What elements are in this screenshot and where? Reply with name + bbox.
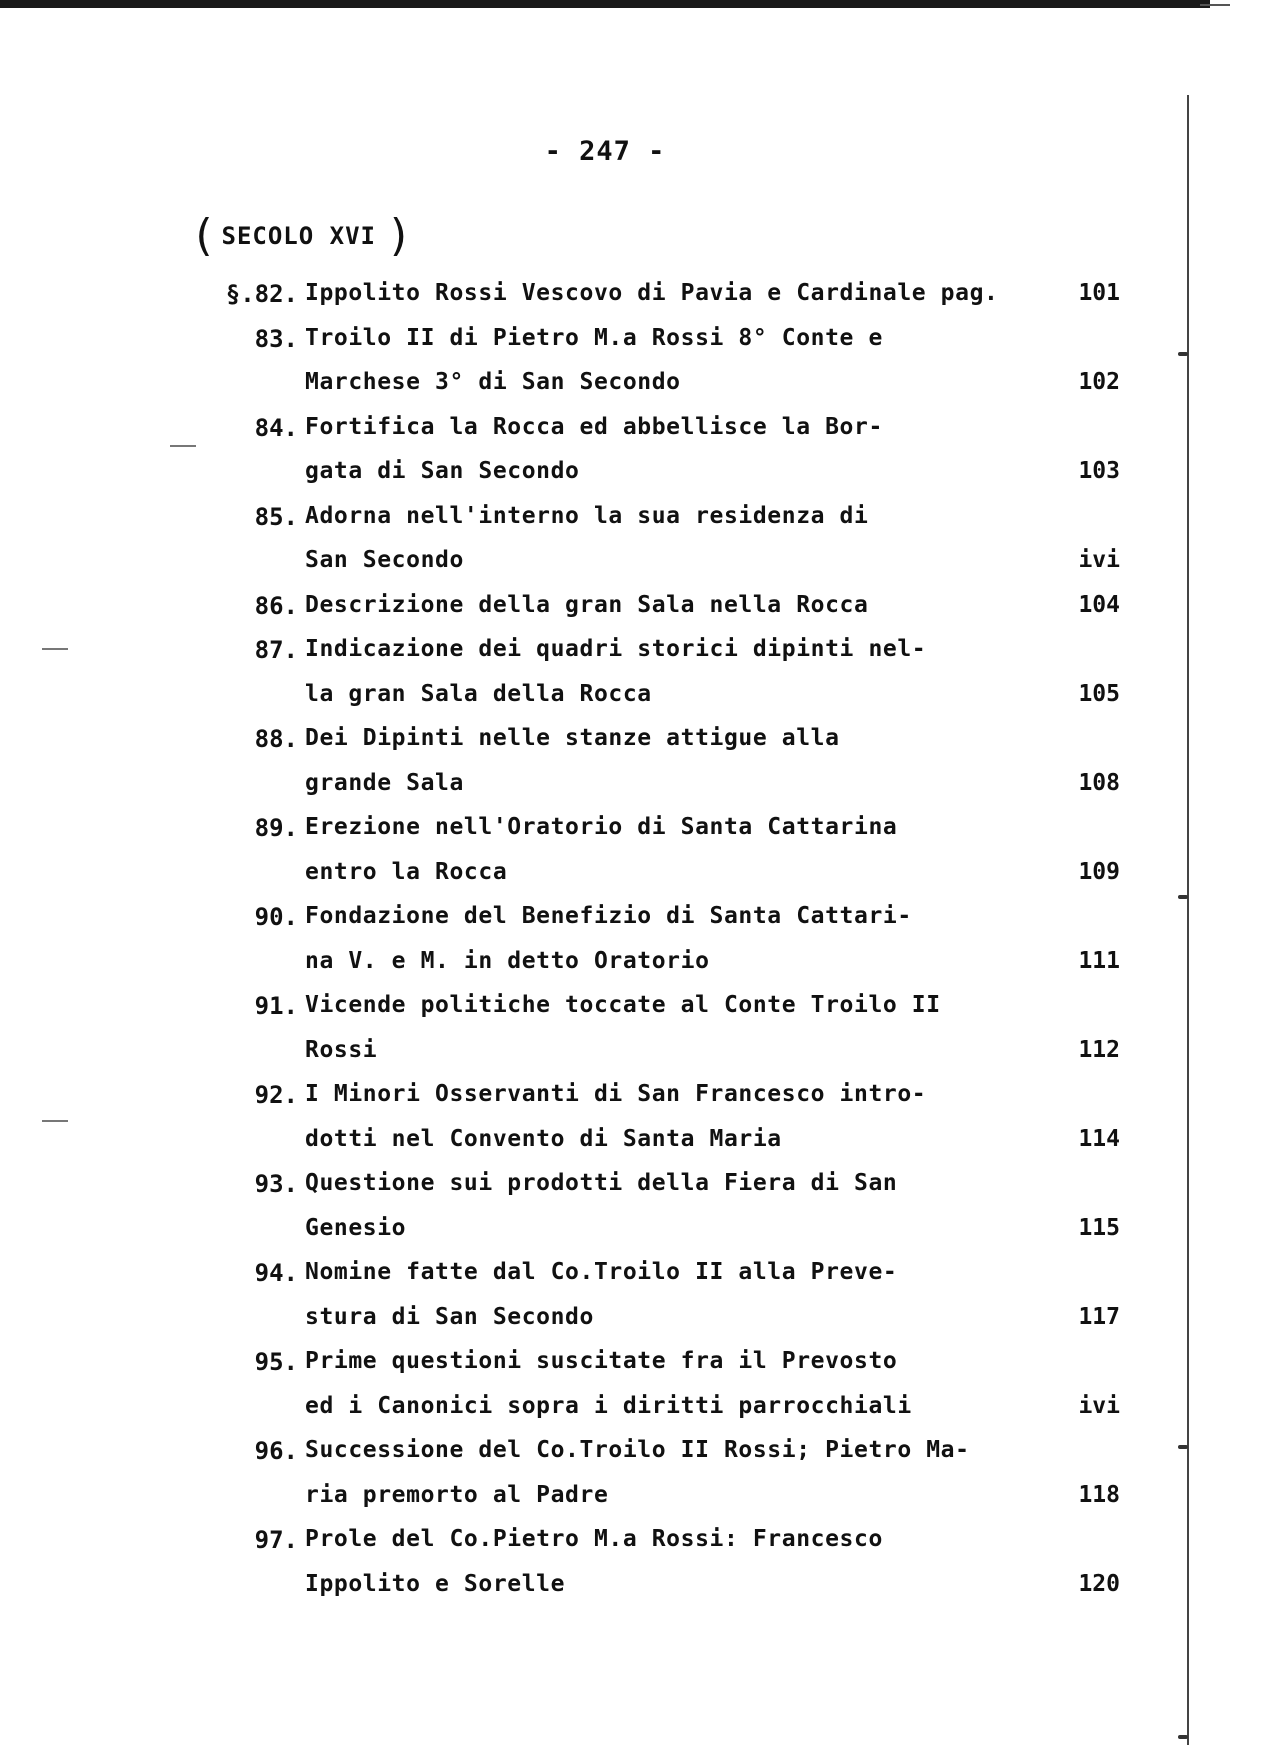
entry-number: 90. (254, 903, 298, 931)
toc-line (0, 1304, 1210, 1349)
top-border-rule (0, 0, 1210, 8)
toc-entries (0, 280, 1210, 1615)
entry-title: Fondazione del Benefizio di Santa Cattari- (305, 903, 912, 929)
entry-title: ria premorto al Padre (305, 1481, 609, 1508)
entry-title: Rossi (305, 1036, 378, 1063)
toc-line (0, 1170, 1210, 1215)
entry-title: Questione sui prodotti della Fiera di San (305, 1170, 898, 1196)
toc-line (0, 1081, 1210, 1126)
entry-title: Ippolito e Sorelle (305, 1570, 566, 1597)
toc-line (0, 992, 1210, 1037)
toc-line (0, 1437, 1210, 1482)
entry-number: 86. (254, 591, 298, 620)
entry-number: 95. (254, 1348, 298, 1376)
toc-line (0, 770, 1210, 815)
section-heading (190, 210, 414, 261)
section-close-paren: ) (386, 210, 414, 261)
entry-title: I Minori Osservanti di San Francesco intro- (305, 1081, 927, 1107)
entry-page: 120 (1078, 1570, 1120, 1597)
entry-title: Indicazione dei quadri storici dipinti nel- (305, 636, 927, 662)
toc-line (0, 725, 1210, 770)
entry-page: ivi (1078, 547, 1120, 573)
entry-number: §.82. (225, 280, 298, 308)
toc-line (0, 325, 1210, 370)
entry-title: Descrizione della gran Sala nella Rocca (305, 591, 869, 618)
entry-title: Fortifica la Rocca ed abbellisce la Bor- (305, 413, 883, 440)
entry-title: Adorna nell'interno la sua residenza di (305, 502, 869, 529)
entry-page: 108 (1078, 769, 1120, 796)
entry-title: entro la Rocca (305, 858, 508, 885)
entry-title: Dei Dipinti nelle stanze attigue alla (305, 725, 840, 751)
toc-line (0, 547, 1210, 592)
toc-line (0, 503, 1210, 548)
entry-title: Genesio (305, 1214, 407, 1241)
entry-page: 111 (1078, 947, 1120, 974)
toc-line (0, 1259, 1210, 1304)
entry-number: 94. (254, 1259, 298, 1287)
entry-title: ed i Canonici sopra i diritti parrocchiali (305, 1392, 912, 1419)
toc-line (0, 814, 1210, 859)
entry-title: Erezione nell'Oratorio di Santa Cattarina (305, 814, 898, 840)
entry-title: dotti nel Convento di Santa Maria (305, 1125, 782, 1152)
entry-page: 112 (1078, 1036, 1120, 1063)
toc-line (0, 1126, 1210, 1171)
entry-page: 104 (1078, 591, 1120, 618)
toc-line (0, 903, 1210, 948)
section-open-paren: ( (190, 210, 218, 261)
entry-page: 105 (1078, 680, 1120, 707)
toc-line (0, 948, 1210, 993)
section-title: SECOLO XVI (221, 222, 376, 250)
entry-number: 85. (254, 502, 298, 531)
entry-title: Ippolito Rossi Vescovo di Pavia e Cardinale pag. (305, 280, 999, 306)
toc-line (0, 1037, 1210, 1082)
entry-page: 102 (1078, 369, 1120, 395)
entry-number: 91. (254, 992, 298, 1020)
entry-title: stura di San Secondo (305, 1303, 594, 1330)
entry-page: 115 (1078, 1214, 1120, 1241)
entry-title: na V. e M. in detto Oratorio (305, 947, 710, 974)
entry-page: 114 (1078, 1125, 1120, 1152)
toc-line (0, 1571, 1210, 1616)
toc-line (0, 859, 1210, 904)
page-number: - 247 - (544, 136, 666, 167)
entry-number: 88. (254, 725, 298, 753)
toc-line (0, 1393, 1210, 1438)
entry-title: Prole del Co.Pietro M.a Rossi: Francesco (305, 1526, 883, 1552)
entry-title: Prime questioni suscitate fra il Prevosto (305, 1348, 898, 1374)
entry-title: Troilo II di Pietro M.a Rossi 8° Conte e (305, 324, 883, 351)
entry-title: Nomine fatte dal Co.Troilo II alla Preve- (305, 1259, 898, 1285)
entry-page: 109 (1078, 858, 1120, 885)
toc-line (0, 592, 1210, 637)
toc-line (0, 636, 1210, 681)
margin-tick (1178, 1735, 1188, 1739)
entry-number: 84. (254, 413, 298, 442)
entry-number: 92. (254, 1081, 298, 1109)
entry-number: 93. (254, 1170, 298, 1198)
entry-page: 101 (1078, 280, 1120, 306)
toc-line (0, 458, 1210, 503)
entry-page: 118 (1078, 1481, 1120, 1508)
toc-line (0, 681, 1210, 726)
entry-number: 97. (254, 1526, 298, 1554)
toc-line (0, 1215, 1210, 1260)
entry-number: 96. (254, 1437, 298, 1465)
entry-number: 83. (254, 324, 298, 353)
entry-title: Vicende politiche toccate al Conte Troilo II (305, 992, 941, 1018)
entry-title: San Secondo (305, 547, 464, 573)
toc-line (0, 414, 1210, 459)
entry-number: 89. (254, 814, 298, 842)
toc-line (0, 280, 1210, 325)
entry-number: 87. (254, 636, 298, 664)
entry-title: grande Sala (305, 769, 464, 796)
entry-page: 117 (1078, 1303, 1120, 1330)
top-border-rule-tail (1200, 4, 1230, 6)
toc-line (0, 1348, 1210, 1393)
entry-title: la gran Sala della Rocca (305, 680, 652, 707)
entry-title: gata di San Secondo (305, 458, 580, 484)
toc-line (0, 369, 1210, 414)
entry-title: Marchese 3° di San Secondo (305, 369, 681, 395)
entry-page: 103 (1078, 458, 1120, 484)
entry-page: ivi (1078, 1392, 1120, 1419)
entry-title: Successione del Co.Troilo II Rossi; Pietro Ma- (305, 1437, 970, 1463)
toc-line (0, 1526, 1210, 1571)
toc-line (0, 1482, 1210, 1527)
